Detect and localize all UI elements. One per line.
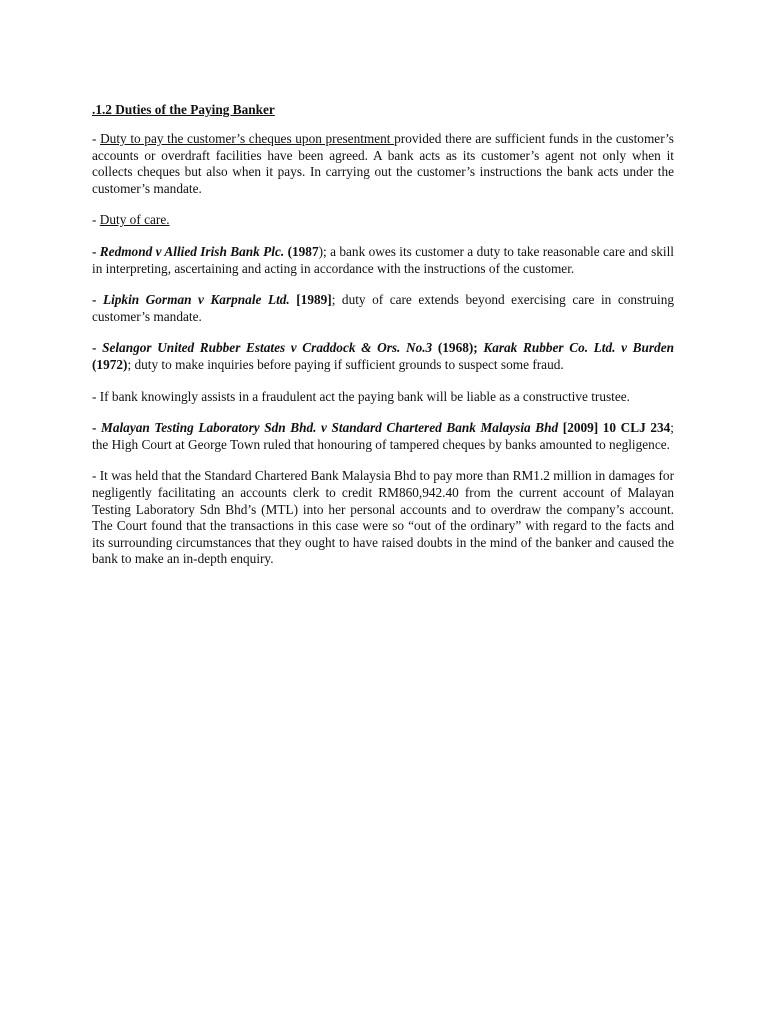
- duty-to-pay-underlined: Duty to pay the customer’s cheques upon presentment: [100, 131, 395, 146]
- case-name: Redmond v Allied Irish Bank Plc.: [99, 243, 285, 259]
- case-name-1: Selangor United Rubber Estates v Craddock & Ors. No.3: [102, 340, 433, 356]
- dash: -: [92, 292, 103, 308]
- duty-to-pay-text: provided there are sufficient funds in the customer’s accounts or overdraft facilities have been agreed. A bank acts as its customer’s agent not only when it collects cheques but also when it pays. In carrying out the customer’s instructions the bank acts under the customer’s mandate.: [92, 131, 674, 196]
- duty-of-care-underlined: Duty of care.: [99, 212, 170, 228]
- case-text: ); a bank owes its customer a duty to take reasonable care and skill in interpreting, ascertaining and acting in accordance with the instructions of the customer.: [92, 243, 674, 276]
- dash: -: [92, 131, 101, 146]
- document-body: [92, 101, 674, 583]
- paragraph-judgment-details: - It was held that the Standard Chartered Bank Malaysia Bhd to pay more than RM1.2 million in damages for negligently facilitating an accounts clerk to credit RM860,942.40 from the current account of Malayan Testing Laboratory Sdn Bhd’s (MTL) into her personal accounts and to overdraw the company’s account. The Court found that the transactions in this case were so “out of the ordinary” with regard to the facts and its surrounding circumstances that they ought to have raised doubts in the mind of the banker and caused the bank to make an in-depth enquiry.: [92, 468, 674, 567]
- dash: -: [92, 243, 100, 259]
- dash: -: [92, 420, 102, 436]
- case-text: ; the High Court at George Town ruled that honouring of tampered cheques by banks amounted to negligence.: [92, 420, 674, 452]
- paragraph-malayan-testing-case: [92, 420, 674, 453]
- paragraph-redmond-case: [92, 244, 674, 277]
- dash: -: [92, 212, 100, 228]
- paragraph-constructive-trustee: - If bank knowingly assists in a fraudulent act the paying bank will be liable as a constructive trustee.: [92, 388, 631, 404]
- section-heading: .1.2 Duties of the Paying Banker: [92, 102, 275, 117]
- case-year: [1989]: [289, 292, 332, 308]
- case-citation: [2009] 10 CLJ 234: [558, 420, 671, 436]
- case-name: Malayan Testing Laboratory Sdn Bhd. v Standard Chartered Bank Malaysia Bhd: [101, 420, 559, 436]
- case-text: ; duty of care extends beyond exercising care in construing customer’s mandate.: [92, 292, 674, 324]
- case-year-2: (1972): [92, 356, 128, 372]
- case-name: Lipkin Gorman v Karpnale Ltd.: [102, 292, 290, 308]
- paragraph-lipkin-case: [92, 292, 674, 325]
- case-year: (1987: [284, 243, 319, 259]
- dash: -: [92, 340, 103, 356]
- case-name-2: Karak Rubber Co. Ltd. v Burden: [483, 340, 674, 356]
- case-year-1: (1968);: [432, 340, 484, 356]
- paragraph-duty-to-pay: [92, 131, 674, 197]
- paragraph-selangor-karak-cases: [92, 340, 674, 373]
- case-text: ; duty to make inquiries before paying if sufficient grounds to suspect some fraud.: [127, 356, 564, 372]
- paragraph-duty-of-care: [92, 212, 674, 229]
